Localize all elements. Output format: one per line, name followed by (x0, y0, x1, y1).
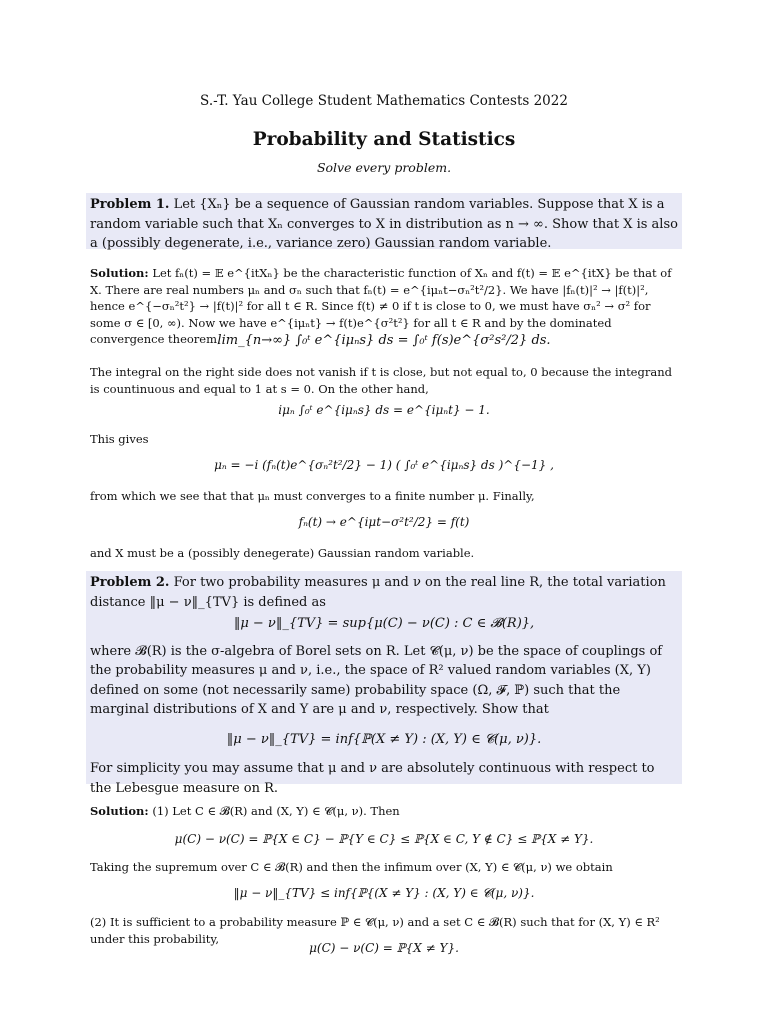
problem-1-text: Let {Xₙ} be a sequence of Gaussian random variables. Suppose that X is a random variable such that Xₙ converges to X in distribution as n → ∞. Show that X is also a (possibly degenerate, i.e., variance zero) Gaussian random variable. (90, 197, 678, 251)
solution-1-eq-1: lim_{n→∞} ∫₀ᵗ e^{iμₙs} ds = ∫₀ᵗ f(s)e^{σ²s²/2} ds. (217, 333, 551, 348)
solution-2-eq-2: ‖μ − ν‖_{TV} ≤ inf{ℙ{(X ≠ Y} : (X, Y) ∈ 𝓒(μ, ν)}. (233, 886, 535, 900)
page-title: Probability and Statistics (252, 129, 516, 150)
problem-2-text-2: where 𝓑(R) is the σ-algebra of Borel sets on R. Let 𝓒(μ, ν) be the space of couplings of the probability measures μ and ν, i.e., the space of R² valued random variables (X, Y) defined on some (not necessarily same) probability space (Ω, 𝓕, ℙ) such that the marginal distributions of X and Y are μ and ν, respectively. Show that (90, 643, 663, 717)
problem-2-label: Problem 2. (90, 575, 170, 590)
solution-2-para-1: (1) Let C ∈ 𝓑(R) and (X, Y) ∈ 𝓒(μ, ν). Then (152, 804, 400, 818)
solution-1-para-4: from which we see that that μₙ must converges to a finite number μ. Finally, (90, 489, 535, 503)
problem-2-eq-2: ‖μ − ν‖_{TV} = inf{ℙ(X ≠ Y) : (X, Y) ∈ 𝓒(μ, ν)}. (226, 731, 542, 747)
solution-2-eq-1: μ(C) − ν(C) = ℙ{X ∈ C} − ℙ{Y ∈ C} ≤ ℙ{X ∈ C, Y ∉ C} ≤ ℙ{X ≠ Y}. (174, 832, 594, 846)
problem-2-eq-1: ‖μ − ν‖_{TV} = sup{μ(C) − ν(C) : C ∈ 𝓑(R)}, (233, 616, 535, 631)
problem-2-text-3: For simplicity you may assume that μ and ν are absolutely continuous with respect to the Lebesgue measure on R. (90, 761, 655, 796)
solution-1-label: Solution: (90, 266, 149, 280)
solution-1-eq-3: μₙ = −i (fₙ(t)e^{σₙ²t²/2} − 1) ( ∫₀ᵗ e^{iμₙs} ds )^{−1} , (214, 458, 554, 472)
solution-2-eq-3: μ(C) − ν(C) = ℙ{X ≠ Y}. (309, 941, 459, 955)
problem-2-box (86, 571, 682, 796)
solution-1-para-5: and X must be a (possibly denegerate) Gaussian random variable. (90, 546, 475, 560)
solution-2-label: Solution: (90, 804, 149, 818)
solution-2-para-2: Taking the supremum over C ∈ 𝓑(R) and then the infimum over (X, Y) ∈ 𝓒(μ, ν) we obtain (90, 860, 613, 874)
solution-2-para-3: (2) It is sufficient to a probability measure ℙ ∈ 𝓒(μ, ν) and a set C ∈ 𝓑(R) such that for (X, Y) ∈ R² under this probability, (90, 915, 660, 946)
solution-2-intro (90, 803, 682, 820)
solution-1-eq-4: fₙ(t) → e^{iμt−σ²t²/2} = f(t) (298, 515, 470, 529)
problem-1-box (86, 193, 682, 249)
page-subtitle: Solve every problem. (316, 160, 452, 175)
solution-1-para-1: Let fₙ(t) = 𝔼 e^{itXₙ} be the characteristic function of Xₙ and f(t) = 𝔼 e^{itX} be that of X. There are real numbers μₙ and σₙ such that fₙ(t) = e^{iμₙt−σₙ²t²/2}. We have |fₙ(t)|² → |f(t)|², hence e^{−σₙ²t²} → |f(t)|² for all t ∈ R. Since f(t) ≠ 0 if t is close to 0, we must have σₙ² → σ² for some σ ∈ [0, ∞). Now we have e^{iμₙt} → f(t)e^{σ²t²} for all t ∈ R and by the dominated convergence theorem, (90, 266, 672, 346)
contest-header: S.-T. Yau College Student Mathematics Contests 2022 (200, 93, 568, 109)
solution-1-para-3: This gives (90, 432, 149, 446)
problem-1-label: Problem 1. (90, 197, 170, 212)
problem-2-text-1: For two probability measures μ and ν on the real line R, the total variation distance ‖μ − ν‖_{TV} is defined as (90, 575, 666, 610)
solution-1-eq-2: iμₙ ∫₀ᵗ e^{iμₙs} ds = e^{iμₙt} − 1. (278, 403, 490, 417)
solution-1-para-2: The integral on the right side does not vanish if t is close, but not equal to, 0 because the integrand is countinuous and equal to 1 at s = 0. On the other hand, (90, 365, 672, 396)
